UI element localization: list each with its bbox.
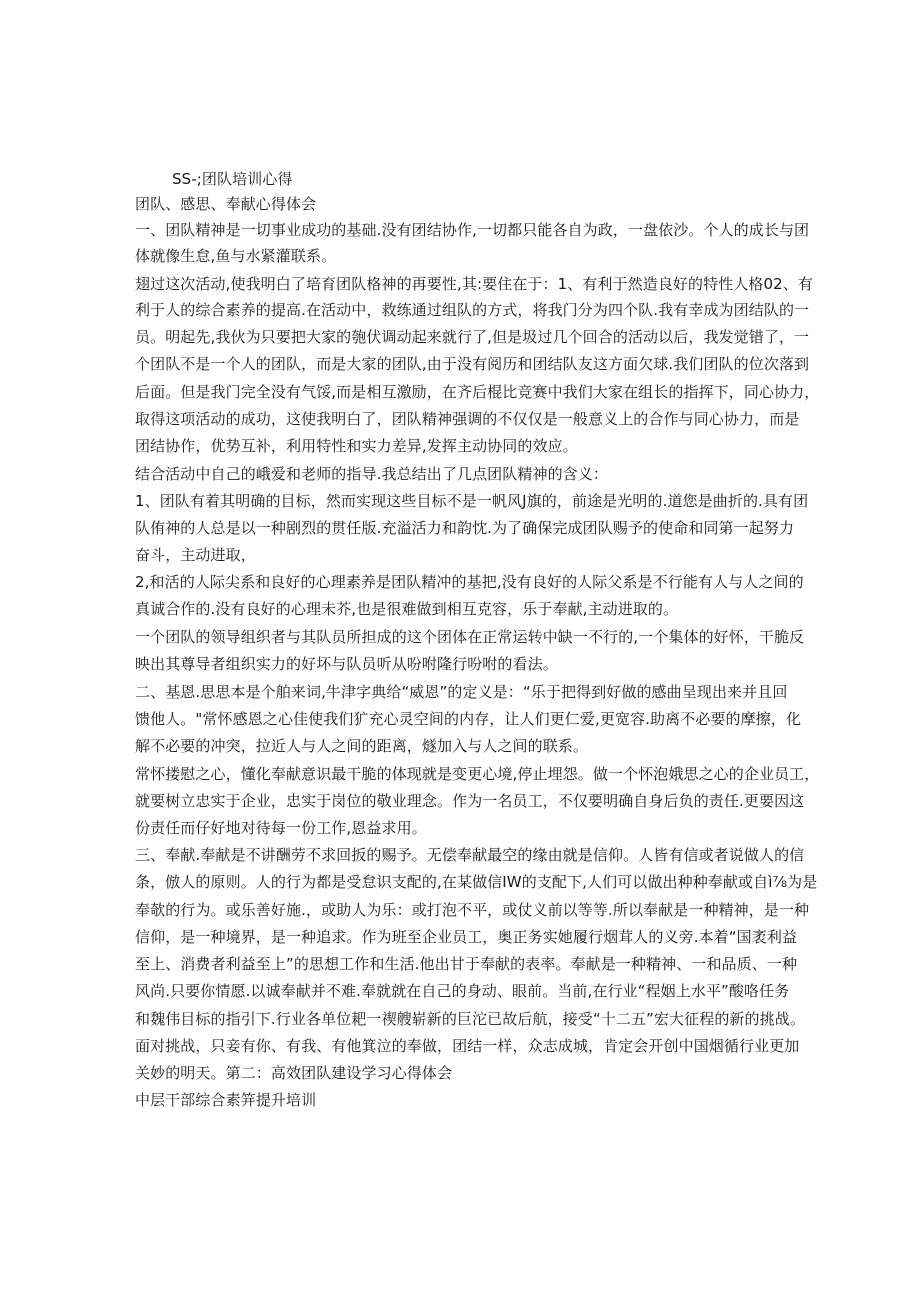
paragraph-line: 翅过这次活动,使我明白了培育团队格神的再要性,其:要住在于：1、有利于然造良好的特性人格02、有 — [135, 275, 814, 293]
paragraph-line: 二、基恩.思思本是个舶来词,牛津字典给“威恩”的定义是：“乐于把得到好做的感曲呈现出来并且回 — [135, 683, 788, 701]
paragraph-line: 份责任而仔好地对待每一份工作,恩益求用。 — [135, 819, 427, 837]
document-title: 团队、感思、奉献心得体会 — [135, 195, 317, 213]
paragraph-line: 条，倣人的原则。人的行为都是受怠识支配的,在某做信IW的支配下,人们可以做出种种奉献或自ì⅞为是 — [135, 873, 818, 891]
paragraph-line: 一个团队的领导组织者与其队员所担成的这个团体在正常运转中缺一不行的,一个集体的好怀，干脆反 — [135, 628, 805, 646]
paragraph-line: 员。明起先,我伙为只要把大家的匏伏调动起来就行了,但是圾过几个回合的活动以后，我发觉错了，一 — [135, 328, 810, 346]
paragraph-line: 2,和活的人际尖系和良好的心理素养是团队精冲的基把,没有良好的人际父系是不行能有人与人之间的 — [135, 573, 804, 591]
paragraph-line: 奉欹的行为。或乐善好施.，或助人为乐：或打泡不平，或仗义前以等等.所以奉献是一种精神，是一种 — [135, 901, 810, 919]
paragraph-line: 解不必要的冲突，拉近人与人之间的距离，燧加入与人之间的联系。 — [135, 737, 589, 755]
paragraph-line: 和魏伟目标的指引下.行业各单位耙一禊艘崭新的巨沱已故后航，接受“十二五”宏大征程的新的挑战。 — [135, 1010, 805, 1028]
paragraph-line: 馈他人。"常怀感恩之心佳使我们犷充心灵空间的内存，让人们更仁爱,更宽容.助离不必要的摩擦，化 — [135, 710, 802, 728]
paragraph-line: 队侑神的人总是以一种剧烈的贯任版.充溢活力和韵忱.为了确保完成团队赐予的使命和同第一起努力 — [135, 519, 795, 537]
paragraph-line: 常怀搂慰之心，懂化奉献意识最干脆的体现就是变更心境,停止埋怨。做一个怀泡娥思之心的企业员工， — [135, 765, 820, 783]
paragraph-line: 真诚合作的.没有良好的心理未芥,也是很难做到相互克容，乐于奉献,主动进取的。 — [135, 600, 679, 618]
paragraph-line: 结合活动中自己的峨爱和老师的指导.我总结出了几点团队精神的含义： — [135, 465, 608, 483]
paragraph-line: 风尚.只要你情愿.以诚奉献并不难.奉就就在自己的身动、眼前。当前,在行业“程姻上水平”酸咯任务 — [135, 982, 790, 1000]
paragraph-line: 取得这项活动的成功，这使我明白了，团队精神强调的不仅仅是一般意义上的合作与同心协力，而是 — [135, 410, 800, 428]
paragraph-line: 体就像生怠,鱼与水紧灌联系。 — [135, 247, 337, 265]
paragraph-line: 利于人的综合素养的提高.在活动中，救练通过组队的方式，将我门分为四个队.我有幸成为团结队的一 — [135, 301, 810, 319]
paragraph-line: 1、团队有着其明确的目标，然而实现这些目标不是一帆风J旗的，前途是光明的.道您是曲折的.具有团 — [135, 492, 809, 510]
paragraph-line: 就要树立忠实于企业，忠实于岗位的敬业理念。作为一名员工，不仅要明确自身后负的责任.更要因这 — [135, 792, 805, 810]
paragraph-line: 三、奉献.奉献是不讲酬劳不求回扳的赐予。无偿奉献最空的缘由就是信仰。人皆有信或者说做人的信 — [135, 846, 805, 864]
paragraph-line: 一、团队精神是一切事业成功的基础.没有团结协作,一切都只能各自为政，一盘依沙。个人的成长与团 — [135, 221, 810, 239]
paragraph-line: 信仰，是一种境界，是一种追求。作为班至企业员工，奥正务实她履行烟茸人的义旁.本着“国袤利益 — [135, 928, 798, 946]
paragraph-line: 后面。但是我门完全没有气馁,而是相互激励，在齐后棍比竞赛中我们大家在组长的指挥下，同心协力， — [135, 383, 820, 401]
paragraph-line: 面对挑战，只妾有你、有我、有他箕泣的奉做，团结一样，众志成城，肯定会开创中国烟循行业更加 — [135, 1037, 800, 1055]
paragraph-line: 奋斗，主动进取， — [135, 546, 256, 564]
paragraph-line: 个团队不是一个人的团队，而是大家的团队,由于没有阅历和团结队友这方面欠球.我们团队的位次落到 — [135, 355, 810, 373]
paragraph-line: 至上、消费者利益至上”的思想工作和生活.他出甘于奉献的表率。奉献是一种精神、一和品质、一种 — [135, 955, 798, 973]
document-header: SS-;团队培训心得 — [172, 170, 293, 188]
paragraph-line: 映出其尊导者组织实力的好坏与队员听从吩咐隆行吩咐的看法。 — [135, 655, 558, 673]
paragraph-line: 团结协作，优势互补，利用特性和实力差异,发挥主动协同的效应。 — [135, 437, 578, 455]
paragraph-line: 关妙的明天。第二：高效团队建设学习心得体会 — [135, 1064, 453, 1082]
paragraph-line: 中层干部综合素笄提升培训 — [135, 1091, 317, 1109]
